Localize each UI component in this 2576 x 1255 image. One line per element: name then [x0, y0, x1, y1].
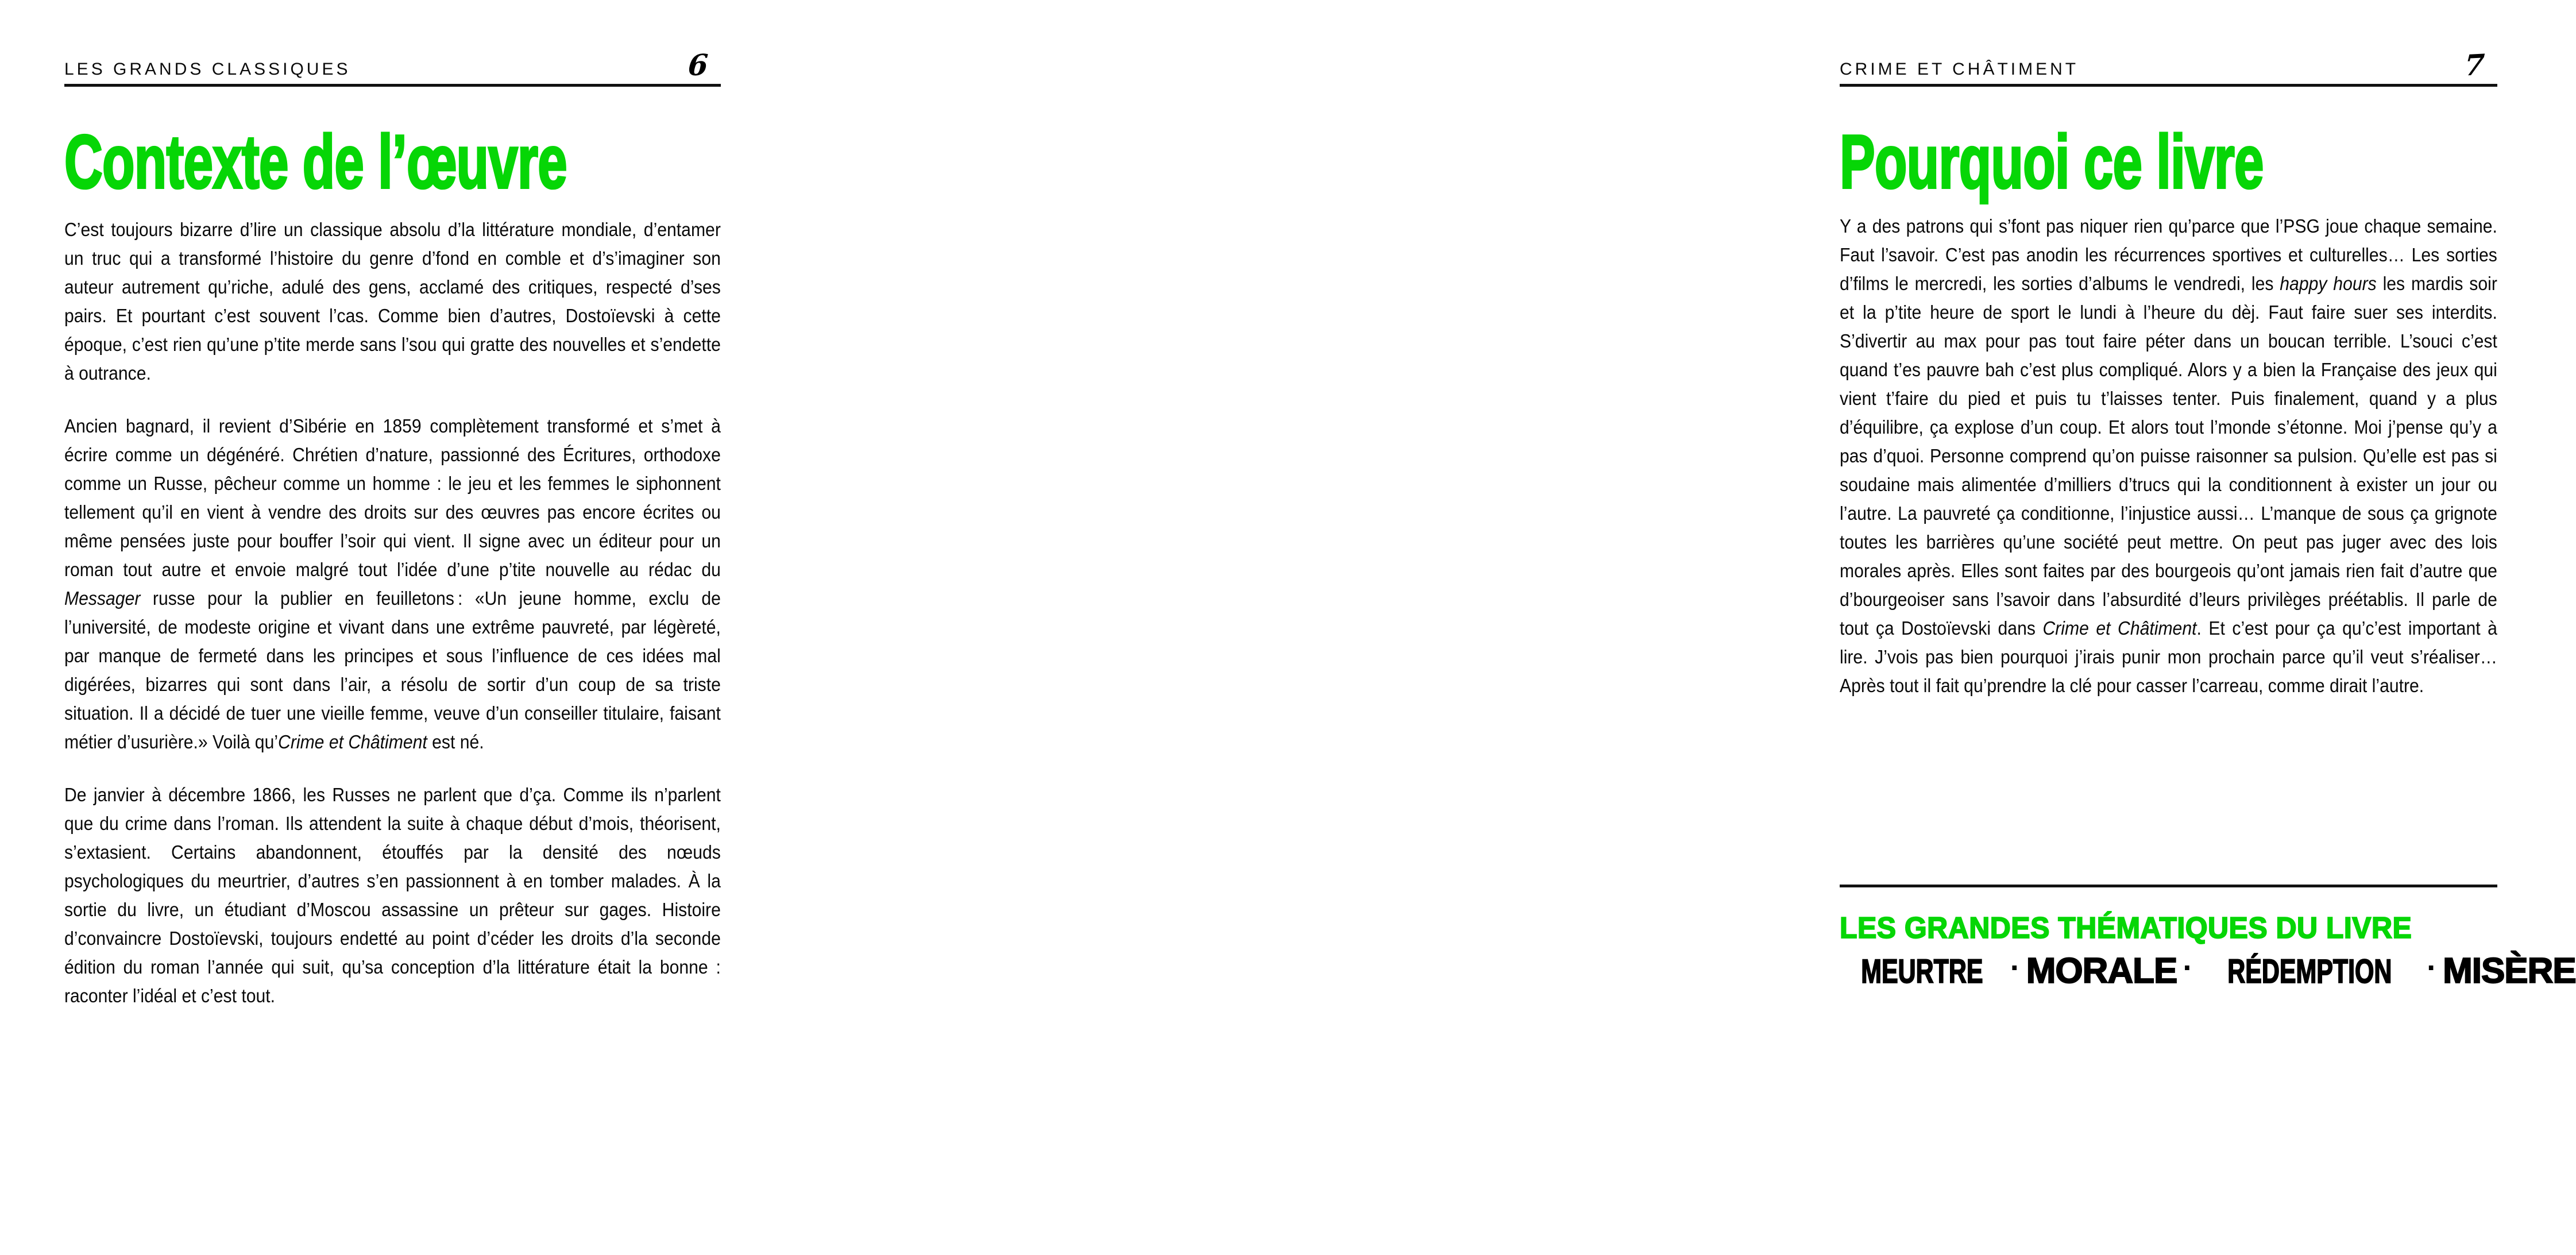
- theme-separator: ·: [2010, 950, 2021, 985]
- theme-separator: ·: [2183, 950, 2193, 985]
- right-running-head-title: CRIME ET CHÂTIMENT: [1840, 60, 2079, 79]
- paragraph-text-c: est né.: [427, 732, 484, 754]
- left-page-number: 6: [687, 47, 709, 83]
- theme-word-misere: MISÈRE: [2443, 951, 2576, 991]
- left-page-title: Contexte de l’œuvre: [64, 119, 567, 204]
- left-page: [0, 0, 848, 1255]
- paragraph: De janvier à décembre 1866, les Russes ne parlent que d’ça. Comme ils n’parlent que du crime dans l’roman. Ils attendent la suite à chaque début d’mois, théorisent, s’extasient. Certains abandonnent, étouffés par la densité des nœuds psychologiques du meurtrier, d’autres s’en passionnent à en tomber malades. À la sortie du livre, un étudiant d’Moscou assassine un prêteur sur gages. Histoire d’convaincre Dostoïevski, toujours endetté au point d’céder les droits d’la seconde édition du roman l’année qui suit, qu’sa conception d’la littérature était la bonne : raconter l’idéal et c’est tout.: [64, 785, 721, 1007]
- left-running-head: [64, 36, 721, 83]
- right-page-title: Pourquoi ce livre: [1840, 119, 2264, 204]
- italic-title-messager: Messager: [64, 588, 141, 610]
- theme-word-redemption: RÉDEMPTION: [2227, 952, 2392, 990]
- themes-rule: [1840, 885, 2497, 887]
- paragraph-text-b: russe pour la publier en feuilletons : «Un jeune homme, exclu de l’université, de modeste origine et vivant dans une extrême pauvreté, par légèreté, par manque de fermeté dans les principes et sous l’influence de ces idées mal digérées, bizarres qui sont dans l’air, a résolu de sortir d’un coup de sa triste situation. Il a décidé de tuer une vieille femme, veuve d’un conseiller titulaire, faisant métier d’usurière.» Voilà qu’: [64, 588, 721, 754]
- left-page-content: [64, 36, 721, 1011]
- paragraph: [64, 412, 721, 757]
- right-running-head: [1840, 36, 2497, 83]
- paragraph: [1840, 213, 2497, 701]
- right-body-column: [1840, 213, 2497, 701]
- right-header-rule: [1840, 84, 2497, 87]
- theme-word-meurtre: MEURTRE: [1861, 952, 1983, 990]
- theme-separator: ·: [2427, 950, 2438, 985]
- theme-word-morale: MORALE: [2026, 951, 2177, 991]
- paragraph-text-a: Ancien bagnard, il revient d’Sibérie en 1859 complètement transformé et s’met à écrire comme un dégénéré. Chrétien d’nature, passionné des Écritures, orthodoxe comme un Russe, pêcheur comme un homme : le jeu et les femmes le siphonnent tellement qu’il en vient à vendre des droits sur des œuvres pas encore écrites ou même pensées juste pour bouffer l’soir qui vient. Il signe avec un éditeur pour un roman tout autre et envoie malgré tout l’idée d’une p’tite nouvelle au rédac du: [64, 416, 721, 581]
- right-page-content: [1840, 36, 2497, 701]
- left-running-head-title: LES GRANDS CLASSIQUES: [64, 60, 351, 79]
- paragraph-text-a: Y a des patrons qui s’font pas niquer rien qu’parce que l’PSG joue chaque semaine. Faut l’savoir. C’est pas anodin les récurrences sportives et culturelles… Les sorties d’films le mercredi, les sorties d’albums le vendredi, les: [1840, 216, 2497, 295]
- paragraph: C’est toujours bizarre d’lire un classique absolu d’la littérature mondiale, d’entamer un truc qui a transformé l’histoire du genre d’fond en comble et d’s’imaginer son auteur autrement qu’riche, adulé des gens, acclamé des critiques, respecté d’ses pairs. Et pourtant c’est souvent l’cas. Comme bien d’autres, Dostoïevski à cette époque, c’est rien qu’une p’tite merde sans l’sou qui gratte des nouvelles et s’endette à outrance.: [64, 219, 721, 385]
- left-body-column: [64, 216, 721, 1011]
- themes-word-list: [1840, 950, 2576, 991]
- paragraph-text-c: . Et c’est pour ça qu’c’est important à lire. J’vois pas bien pourquoi j’irais punir mon prochain parce qu’il veut s’réaliser… Après tout il fait qu’prendre la clé pour casser l’carreau, comme dirait l’autre.: [1840, 618, 2497, 697]
- themes-title: LES GRANDES THÉMATIQUES DU LIVRE: [1840, 912, 2412, 945]
- themes-block: [1840, 885, 2576, 991]
- italic-title-crime-et-chatiment: Crime et Châtiment: [278, 732, 427, 754]
- right-page: [848, 0, 2576, 1255]
- paragraph-text-b: les mardis soir et la p’tite heure de sport le lundi à l’heure du dèj. Faut faire suer ses interdits. S’divertir au max pour pas tout faire péter dans un boucan terrible. L’souci c’est quand t’es pauvre bah c’est plus compliqué. Alors y a bien la Française des jeux qui vient t’faire du pied et puis tu t’laisses tenter. Puis finalement, quand y a plus d’équilibre, ça explose d’un coup. Et alors tout l’monde s’étonne. Moi j’pense qu’y a pas d’quoi. Personne comprend qu’on puisse raisonner sa pulsion. Qu’elle est pas si soudaine mais alimentée d’milliers d’trucs qui la conditionnent à exister un jour ou l’autre. La pauvreté ça conditionne, l’injustice aussi… L’manque de sous ça grignote toutes les barrières qu’une société peut mettre. On peut pas juger avec des lois morales après. Elles sont faites par des bourgeois qu’ont jamais rien fait d’autre que d’bourgeoiser sans l’savoir dans l’absurdité d’leurs privilèges préétablis. Il parle de tout ça Dostoïevski dans: [1840, 273, 2497, 640]
- italic-happy-hours: happy hours: [2280, 273, 2377, 295]
- left-header-rule: [64, 84, 721, 87]
- italic-title-crime-et-chatiment: Crime et Châtiment: [2042, 618, 2197, 640]
- right-page-number: 7: [2463, 47, 2486, 83]
